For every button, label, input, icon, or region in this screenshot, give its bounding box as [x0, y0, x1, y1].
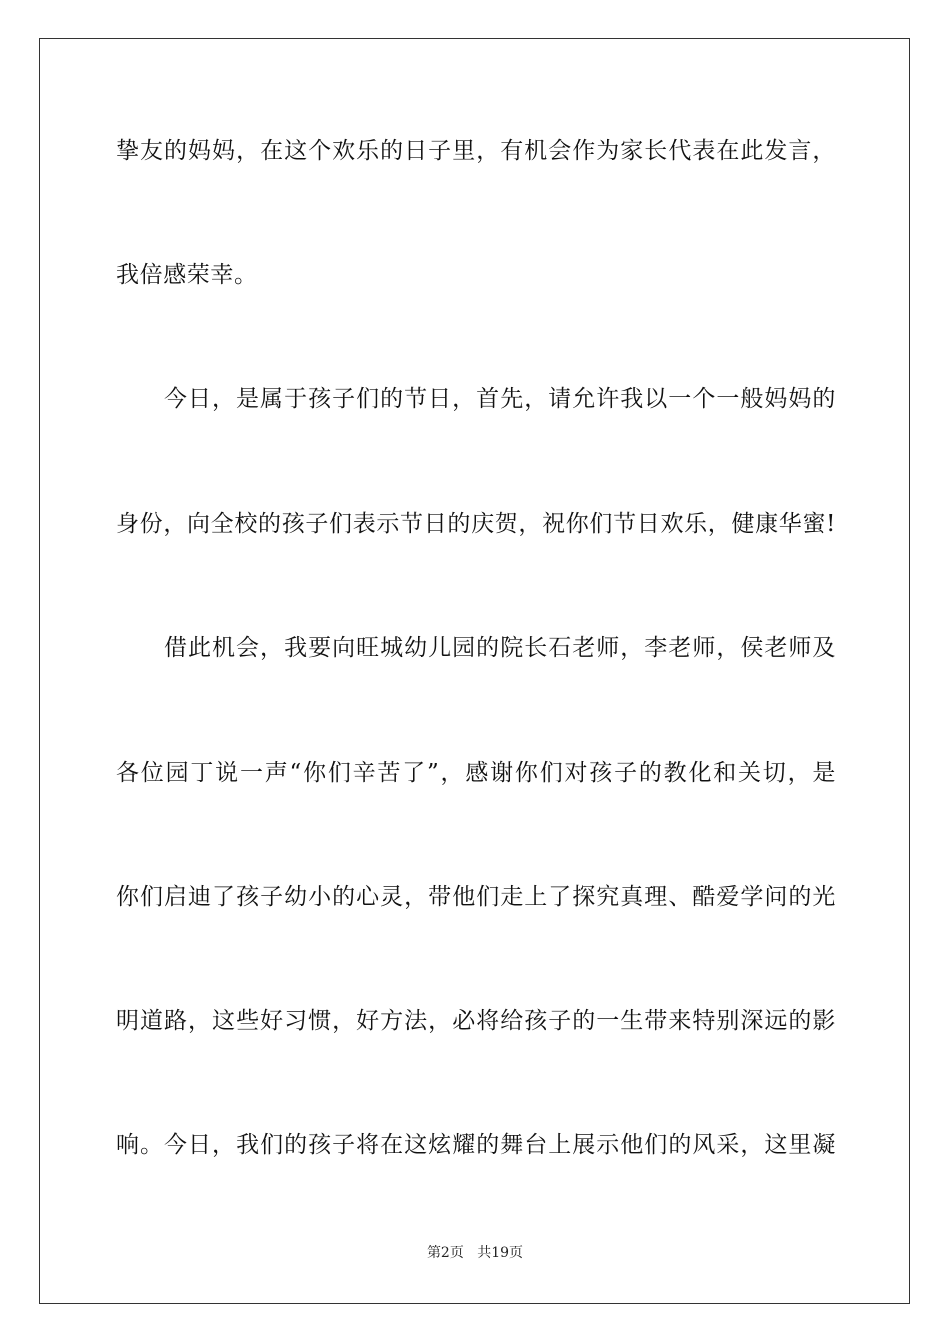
body-line-6: 各位园丁说一声“你们辛苦了”，感谢你们对孩子的教化和关切，是	[116, 760, 836, 786]
page-frame	[39, 38, 910, 1304]
body-line-5: 借此机会，我要向旺城幼儿园的院长石老师，李老师，侯老师及	[164, 635, 836, 661]
body-line-4: 身份，向全校的孩子们表示节日的庆贺，祝你们节日欢乐，健康华蜜!	[116, 511, 836, 537]
body-line-9: 响。今日，我们的孩子将在这炫耀的舞台上展示他们的风采，这里凝	[116, 1132, 836, 1158]
body-line-3: 今日，是属于孩子们的节日，首先，请允许我以一个一般妈妈的	[164, 386, 836, 412]
body-line-8: 明道路，这些好习惯，好方法，必将给孩子的一生带来特别深远的影	[116, 1008, 836, 1034]
page-footer	[0, 1243, 950, 1263]
page-number-current: 第2页	[426, 1245, 464, 1261]
body-line-2: 我倍感荣幸。	[116, 262, 258, 288]
page-number-total: 共19页	[477, 1245, 524, 1261]
body-line-7: 你们启迪了孩子幼小的心灵，带他们走上了探究真理、酷爱学问的光	[116, 884, 836, 910]
body-line-1: 挚友的妈妈，在这个欢乐的日子里，有机会作为家长代表在此发言，	[116, 138, 836, 164]
